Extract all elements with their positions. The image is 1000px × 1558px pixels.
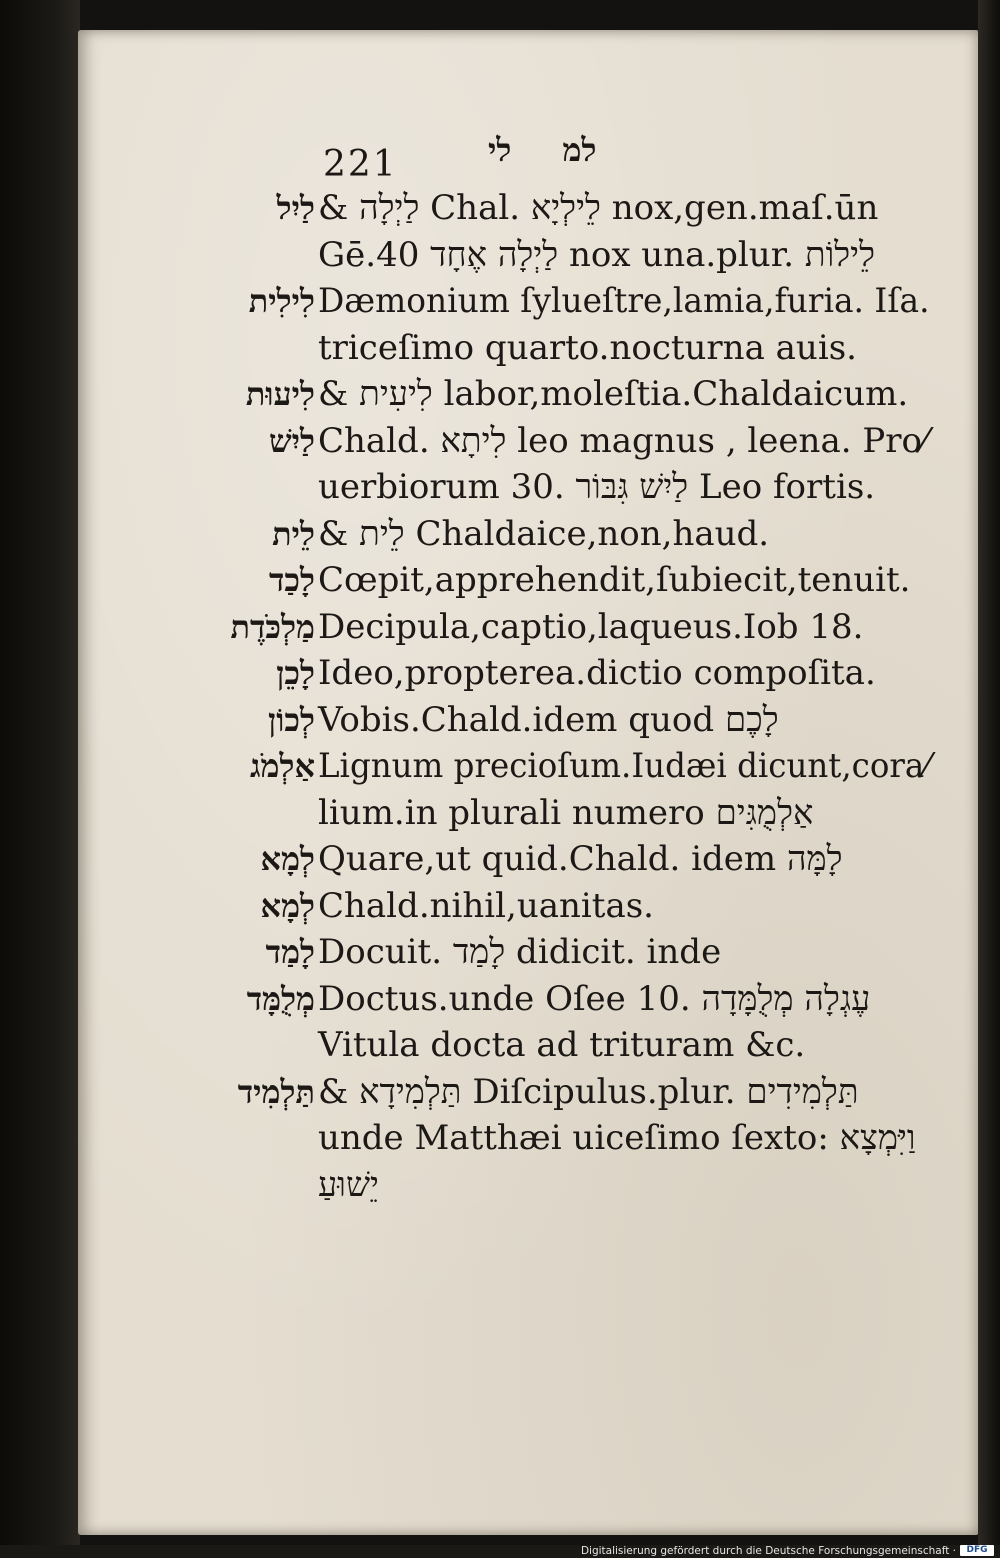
entry-lemma: לֵית [272, 514, 315, 553]
entry-text: יֵשׁוּעַ [318, 1164, 379, 1205]
entry-line [160, 185, 930, 232]
entry-lemma: לַיִשׁ [268, 421, 315, 460]
entry-lemma: מְלֻמָּד [246, 979, 315, 1018]
entry-lemma: לִילִית [248, 282, 315, 320]
entry-line [160, 1022, 930, 1069]
entry-lemma: לָכַד [269, 561, 315, 599]
entry-line [160, 604, 930, 651]
scan-left-edge [0, 0, 80, 1545]
entry-line [160, 1162, 930, 1209]
entry-line [160, 511, 930, 558]
entry-line [160, 883, 930, 930]
entry-line [160, 743, 930, 790]
entry-lemma: לְמָא [260, 840, 315, 878]
page-number: 221 [323, 144, 398, 185]
entry-line [160, 790, 930, 837]
entry-text: Dæmonium ſylueſtre,lamia,furia. Iſa. [318, 281, 930, 321]
entry-text: Chald.nihil,uanitas. [318, 885, 654, 926]
entry-text: Decipula,captio,laqueus.Iob 18. [318, 606, 864, 647]
entry-lemma: מַלְכֹּדֶת [230, 607, 315, 646]
entry-line [160, 697, 930, 744]
entry-text: unde Matthæi uiceſimo ſexto: וַיִּמְצָא [318, 1118, 916, 1158]
dfg-logo: DFG [960, 1545, 994, 1556]
entry-text: Quare,ut quid.Chald. idem לָמָּה [318, 839, 843, 879]
entry-line [160, 278, 930, 325]
entry-lemma: אַלְמֹג [249, 747, 315, 785]
entry-text: & תַּלְמִידָא Diſcipulus.plur. תַּלְמִידִים [318, 1071, 859, 1112]
entry-line [160, 464, 930, 511]
entry-text: Ideo,propterea.dictio compoſita. [318, 653, 876, 693]
entry-text: lium.in plurali numero אַלְמֻגִּים [318, 792, 814, 833]
entry-text: triceſimo quarto.nocturna auis. [318, 327, 857, 368]
entry-line [160, 557, 930, 604]
entry-text: Cœpit,apprehendit,ſubiecit,tenuit. [318, 560, 911, 600]
entry-lemma: לְמָא [260, 886, 315, 925]
entry-line [160, 232, 930, 279]
entry-text: & לֵית Chaldaice,non,haud. [318, 513, 770, 554]
entry-text: Docuit. לָמַד didicit. inde [318, 932, 722, 972]
footer-credit: Digitalisierung gefördert durch die Deutsche Forschungsgemeinschaft · [580, 1545, 956, 1557]
entry-text: uerbiorum 30. לַיִשׁ גִּבּוֹר Leo fortis. [318, 467, 876, 507]
entry-lemma: לַיִל [276, 189, 315, 227]
entry-text: & לַיְלָה Chal. לֵילְיָא nox,gen.maſ.ūn [318, 188, 879, 228]
entry-lemma: לְכוֹן [268, 700, 315, 739]
entry-line [160, 418, 930, 465]
entry-line [160, 1069, 930, 1116]
entry-line [160, 1115, 930, 1162]
running-head: למ לי [488, 131, 597, 169]
entry-text: Lignum precioſum.Iudæi dicunt,cora⁄ [318, 746, 930, 786]
dictionary-entries [160, 185, 930, 1208]
entry-text: Chald. לִיתָא leo magnus , leena. Pro⁄ [318, 420, 928, 461]
entry-line [160, 650, 930, 697]
entry-line [160, 929, 930, 976]
entry-lemma: לָמַד [265, 933, 315, 971]
entry-lemma: לָכֵן [276, 654, 315, 692]
entry-lemma: לִיעוּת [245, 375, 315, 413]
entry-text: Vobis.Chald.idem quod לָכֶם [318, 699, 779, 740]
entry-line [160, 976, 930, 1023]
entry-line [160, 371, 930, 418]
entry-text: Gē.40 לַיְלָה אֶחָד nox una.plur. לֵילוֹת [318, 234, 876, 275]
scan-right-edge [978, 0, 1000, 1545]
entry-line [160, 836, 930, 883]
entry-text: & לִיעִית labor,moleſtia.Chaldaicum. [318, 374, 909, 414]
entry-text: Doctus.unde Oſee 10. עֶגְלָה מְלֻמָּדָה [318, 978, 871, 1019]
entry-text: Vitula docta ad trituram &c. [318, 1025, 806, 1065]
entry-line [160, 325, 930, 372]
entry-lemma: תַּלְמִיד [237, 1072, 315, 1111]
